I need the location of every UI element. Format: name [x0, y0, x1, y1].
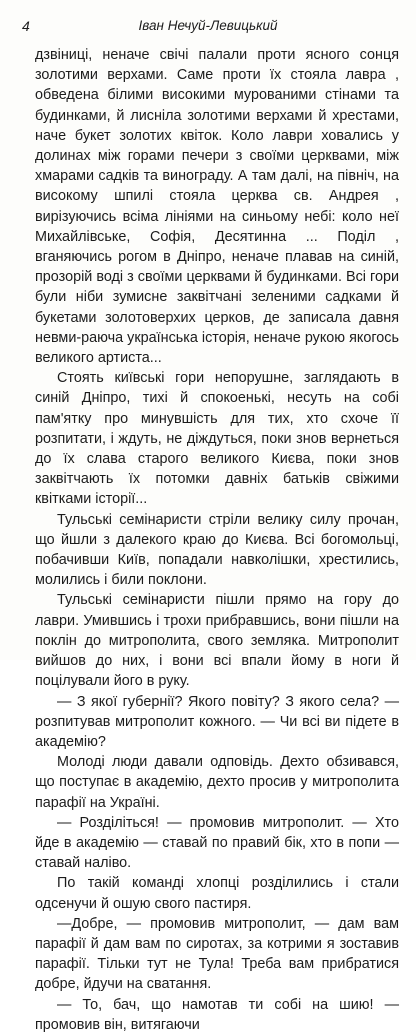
page-header: [22, 18, 394, 38]
paragraph: — То, бач, що намотав ти собі на шию! — промовив він, витягаючи: [35, 996, 399, 1033]
paragraph: Тульські семінаристи пішли прямо на гору до лаври. Умившись і трохи прибравшись, вони пішли на поклін до митрополита, свого земляка. Митрополит вийшов до них, і вони всі впали йому в ноги й поцілували його в руку.: [35, 592, 399, 690]
paragraph: — З якої губернії? Якого повіту? З якого села? — розпитував митрополит кожного. — Чи всі ви підете в академію?: [35, 693, 399, 750]
paragraph: Тульські семінаристи стріли велику силу прочан, що йшли з далекого краю до Києва. Всі богомольці, побачивши Київ, попадали навколішки, хрестились, молились і били поклони.: [35, 511, 399, 589]
paragraph: По такій команді хлопці розділились і стали одсенучи й ошую свого пастиря.: [35, 875, 399, 912]
paragraph: Стоять київські гори непорушне, заглядають в синій Дніпро, тихі й спокоенькі, несуть на собі пам'ятку про минувшість для тих, хто схоче її розпитати, і ждуть, не діждуться, поки знов вернеться до їх слава старого великого Києва, поки знов заквітчають їх потомки давніх батьків свіжими квітками історії...: [35, 370, 399, 508]
paragraph: Молоді люди давали одповідь. Дехто обзивався, що поступає в академію, дехто просив у митрополита парафії на Україні.: [35, 754, 399, 811]
paragraph: дзвіниці, неначе свічі палали проти ясного сонця золотими верхами. Саме проти їх стояла лавра , обведена білими високими мурованими стінами та будинками, й лисніла золотими верхами й хрестами, наче букет золотих квіток. Коло лаври ховались у долинах між горами печери з своїми церквами, між хмарами садків та винограду. А там далі, на північ, на високому шпилі стояла церква св. Андрея , вирізуючись всіма лініями на синьому небі: коло неї Михайлівське, Софія, Десятинна ... Поділ , вганяючись рогом в Дніпро, неначе плавав на синій, прозорій воді з своїми церквами й будинками. Всі гори були ніби зумисне заквітчані зеленими садками й букетами золотоверхих церков, де записала давня невми-раюча українська історія, неначе рукою якогось великого артиста...: [35, 47, 399, 367]
running-title: Іван Нечуй-Левицький: [138, 18, 278, 33]
body-text: [35, 45, 399, 1035]
page-number: 4: [22, 18, 30, 34]
paragraph: —Добре, — промовив митрополит, — дам вам парафії й дам вам по сиротах, за котрими я зоставив парафії. Тільки тут не Тула! Треба вам прибратися добре, йдучи на сватання.: [35, 915, 399, 993]
paragraph: — Розділіться! — промовив митрополит. — Хто йде в академію — ставай по правий бік, хто в попи — ставай наліво.: [35, 814, 399, 872]
